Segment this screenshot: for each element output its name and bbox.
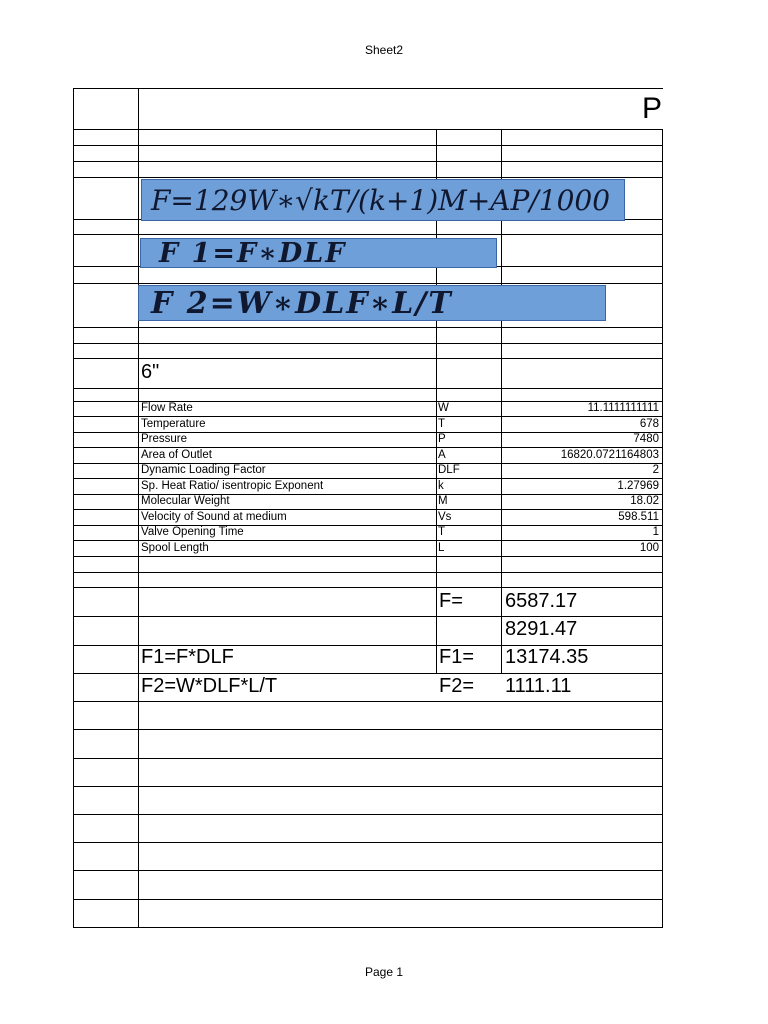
- grid-col-line: [73, 88, 74, 928]
- title-fragment: P: [642, 92, 663, 125]
- grid-row-line: [73, 343, 663, 344]
- grid-row-line: [73, 129, 663, 130]
- grid-col-line: [662, 129, 663, 928]
- grid-row-line: [73, 587, 663, 588]
- parameter-name: Sp. Heat Ratio/ isentropic Exponent: [141, 480, 324, 492]
- grid-row-line: [73, 616, 663, 617]
- grid-row-line: [73, 572, 663, 573]
- parameter-value: 11.1111111111: [587, 402, 659, 414]
- parameter-value: 1.27969: [617, 480, 659, 492]
- parameter-value: 678: [639, 418, 659, 430]
- parameter-value: 100: [639, 542, 659, 554]
- grid-row-line: [73, 673, 663, 674]
- parameter-symbol: T: [438, 418, 446, 430]
- parameter-name: Area of Outlet: [141, 449, 212, 461]
- grid-row-line: [73, 161, 663, 162]
- result-description: F1=F*DLF: [141, 646, 234, 668]
- grid-row-line: [73, 927, 663, 928]
- parameter-symbol: L: [438, 542, 445, 554]
- parameter-value: 2: [652, 464, 659, 476]
- formula-f-box: F=129W∗√kT/(k+1)M+AP/1000: [141, 179, 625, 221]
- grid-row-line: [73, 729, 663, 730]
- parameter-value: 16820.0721164803: [560, 449, 659, 461]
- result-label: F2=: [439, 675, 475, 697]
- parameter-name: Temperature: [141, 418, 206, 430]
- page-header: Sheet2: [364, 43, 404, 57]
- parameter-name: Flow Rate: [141, 402, 193, 414]
- parameter-name: Velocity of Sound at medium: [141, 511, 287, 523]
- parameter-symbol: T: [438, 526, 446, 538]
- parameter-value: 1: [652, 526, 659, 538]
- parameter-name: Dynamic Loading Factor: [141, 464, 266, 476]
- grid-row-line: [73, 842, 663, 843]
- grid-row-line: [73, 327, 663, 328]
- grid-row-line: [73, 88, 663, 89]
- page-footer: Page 1: [364, 965, 404, 979]
- parameter-value: 598.511: [618, 511, 659, 523]
- parameter-value: 18.02: [630, 495, 659, 507]
- grid-row-line: [73, 758, 663, 759]
- result-label: F=: [439, 590, 463, 612]
- parameter-symbol: k: [438, 480, 444, 492]
- grid-row-line: [73, 388, 663, 389]
- result-label: F1=: [439, 646, 475, 668]
- grid-row-line: [73, 899, 663, 900]
- result-value: 6587.17: [505, 590, 578, 612]
- parameter-symbol: DLF: [438, 464, 460, 476]
- result-value: 13174.35: [505, 646, 589, 668]
- result-value: 8291.47: [505, 618, 578, 640]
- parameter-symbol: A: [438, 449, 446, 461]
- grid-row-line: [73, 234, 663, 235]
- parameter-name: Molecular Weight: [141, 495, 230, 507]
- result-description: F2=W*DLF*L/T: [141, 675, 278, 697]
- grid-col-line: [138, 88, 139, 928]
- grid-row-line: [73, 283, 663, 284]
- grid-row-line: [73, 870, 663, 871]
- parameter-symbol: Vs: [438, 511, 452, 523]
- grid-row-line: [73, 814, 663, 815]
- result-value: 1111.11: [505, 675, 572, 697]
- grid-row-line: [73, 556, 663, 557]
- parameter-symbol: M: [438, 495, 448, 507]
- parameter-symbol: P: [438, 433, 446, 445]
- grid-row-line: [73, 177, 663, 178]
- parameter-name: Spool Length: [141, 542, 209, 554]
- grid-row-line: [73, 701, 663, 702]
- parameter-name: Pressure: [141, 433, 188, 445]
- parameter-symbol: W: [438, 402, 449, 414]
- formula-f2-box: F 2=W∗DLF∗L/T: [138, 285, 606, 321]
- grid-row-line: [73, 145, 663, 146]
- grid-row-line: [73, 358, 663, 359]
- parameter-value: 7480: [633, 433, 659, 445]
- grid-row-line: [73, 786, 663, 787]
- pipe-size-label: 6": [141, 361, 160, 383]
- parameter-name: Valve Opening Time: [141, 526, 244, 538]
- formula-f1-box: F 1=F∗DLF: [140, 238, 497, 268]
